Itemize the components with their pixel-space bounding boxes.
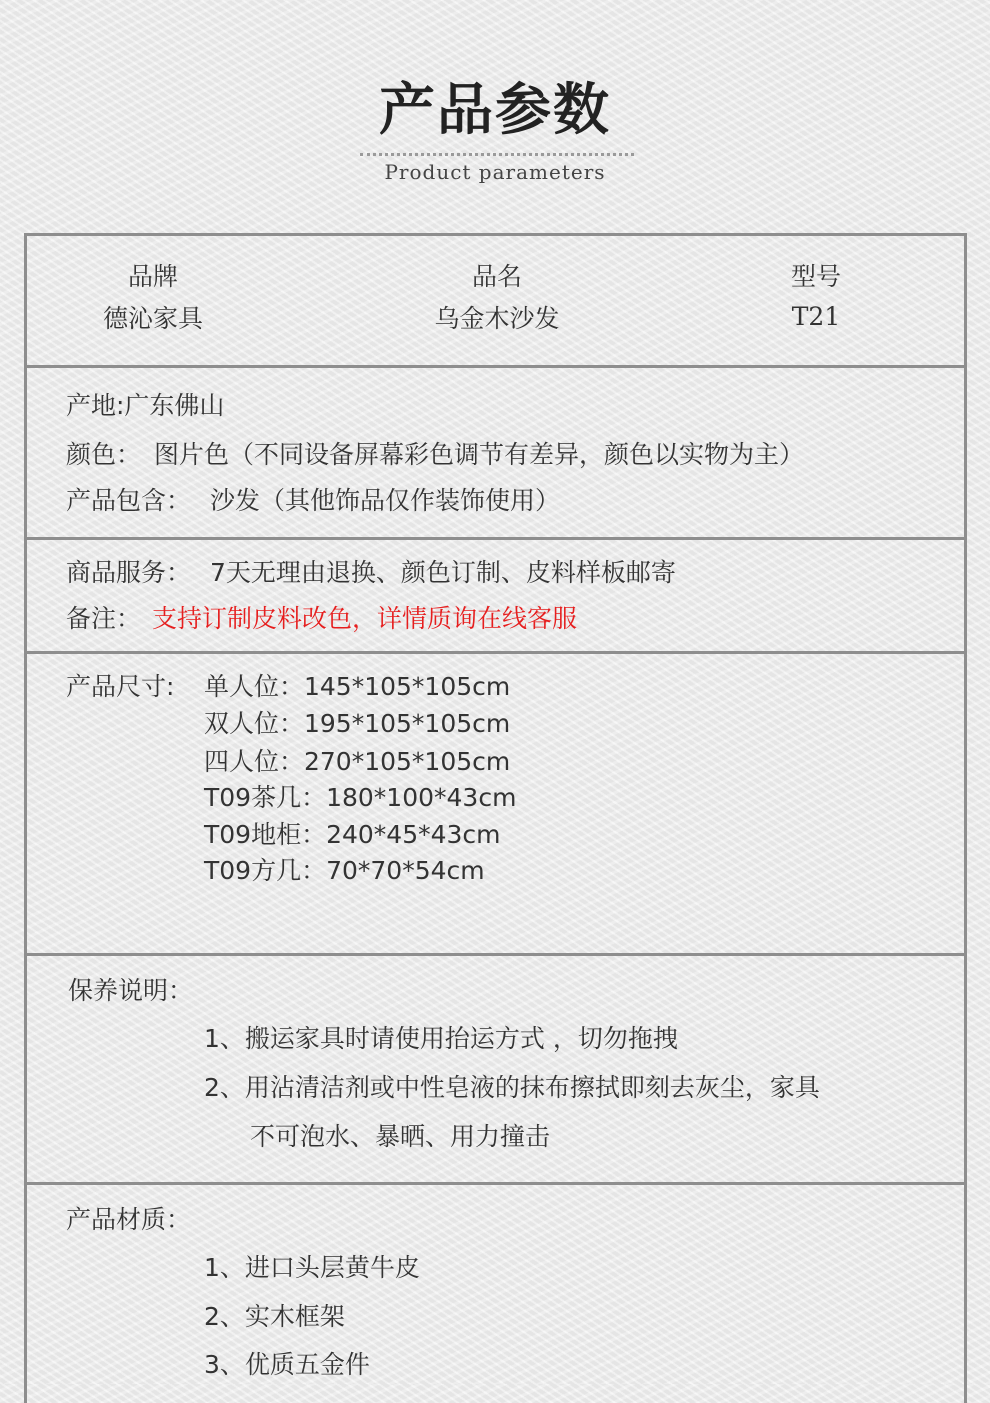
care-item: 2、用沾清洁剂或中性皂液的抹布擦拭即刻去灰尘，家具 — [204, 1073, 820, 1102]
package-label: 产品包含： — [66, 486, 192, 515]
material-item: 1、进口头层黄牛皮 — [204, 1253, 420, 1282]
service-label: 商品服务： — [66, 558, 192, 587]
material-item: 2、实木框架 — [204, 1302, 345, 1331]
page-subtitle: Product parameters — [384, 160, 606, 184]
care-label: 保养说明： — [68, 976, 194, 1005]
size-item: T09地柜：240*45*43cm — [204, 820, 501, 849]
brand-label: 品牌 — [127, 262, 178, 291]
product-name-value: 乌金木沙发 — [434, 304, 560, 333]
size-item: 双人位：195*105*105cm — [204, 709, 511, 738]
care-item: 1、搬运家具时请使用抬运方式 ，切勿拖拽 — [204, 1024, 678, 1053]
page-title: 产品参数 — [379, 78, 611, 143]
product-name-label: 品名 — [471, 262, 522, 291]
table-divider — [24, 651, 967, 654]
model-label: 型号 — [790, 262, 841, 291]
table-divider — [24, 537, 967, 540]
material-label: 产品材质： — [66, 1205, 192, 1234]
table-divider — [24, 953, 967, 956]
material-item: 3、优质五金件 — [204, 1350, 370, 1379]
care-item-continuation: 不可泡水、暴晒、用力撞击 — [250, 1122, 551, 1151]
table-divider — [24, 1182, 967, 1185]
size-item: T09茶几：180*100*43cm — [204, 783, 517, 812]
origin-text: 产地:广东佛山 — [66, 391, 225, 420]
size-item: T09方几：70*70*54cm — [204, 856, 485, 885]
color-value: 图片色（不同设备屏幕彩色调节有差异，颜色以实物为主） — [154, 440, 805, 469]
size-label: 产品尺寸: — [66, 672, 175, 701]
service-value: 7天无理由退换、颜色订制、皮料样板邮寄 — [210, 558, 676, 587]
size-item: 四人位：270*105*105cm — [204, 747, 511, 776]
package-value: 沙发（其他饰品仅作装饰使用） — [210, 486, 561, 515]
title-divider — [360, 153, 634, 156]
note-value: 支持订制皮料改色，详情质询在线客服 — [152, 604, 578, 633]
note-label: 备注： — [66, 604, 142, 633]
size-item: 单人位：145*105*105cm — [204, 672, 511, 701]
model-value: T21 — [791, 302, 841, 331]
table-divider — [24, 365, 967, 368]
brand-value: 德沁家具 — [102, 304, 203, 333]
color-label: 颜色： — [66, 440, 142, 469]
